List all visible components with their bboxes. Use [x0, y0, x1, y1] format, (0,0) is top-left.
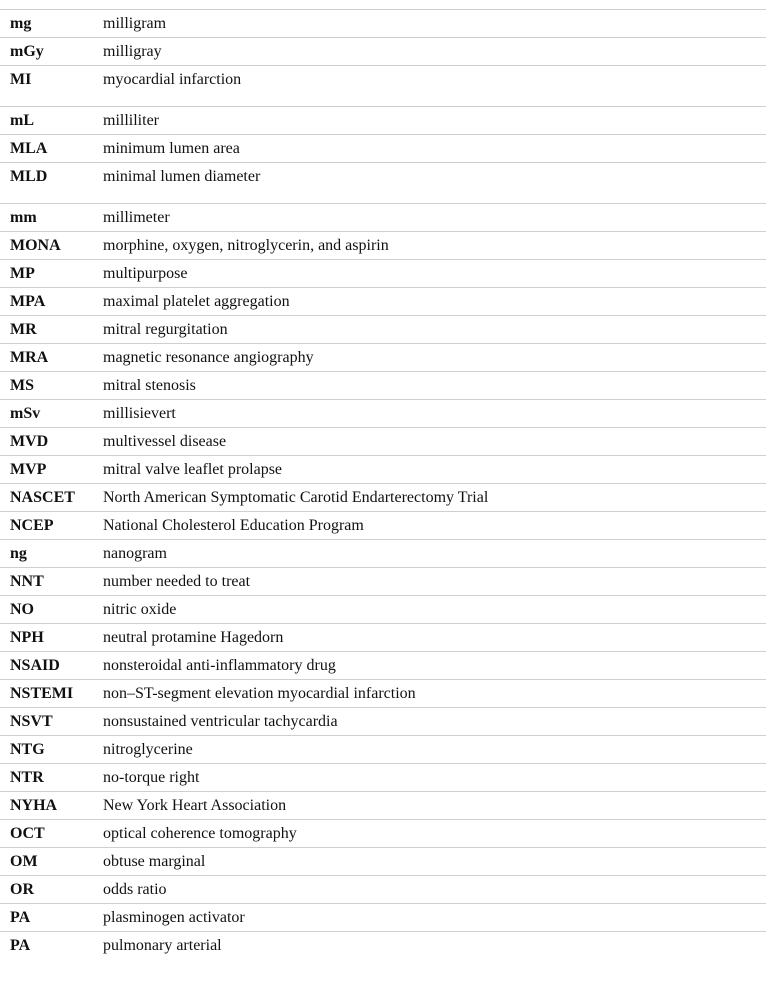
abbreviation: MPA — [10, 293, 46, 310]
abbreviation: NSTEMI — [10, 685, 74, 702]
abbreviation: OM — [10, 853, 38, 870]
abbreviation: MLA — [10, 140, 48, 157]
definition: milligram — [103, 15, 167, 32]
table-row — [0, 791, 766, 819]
definition: milligray — [103, 43, 162, 60]
table-row — [0, 106, 766, 134]
abbreviation: MVD — [10, 433, 49, 450]
abbreviation: mSv — [10, 405, 41, 422]
definition: nitric oxide — [103, 601, 177, 618]
abbreviation: NSAID — [10, 657, 60, 674]
definition: non–ST-segment elevation myocardial infarction — [103, 685, 416, 702]
table-row — [0, 903, 766, 931]
table-row — [0, 37, 766, 65]
definition: odds ratio — [103, 881, 167, 898]
definition: multipurpose — [103, 265, 188, 282]
abbreviations-table — [0, 9, 766, 959]
table-row — [0, 371, 766, 399]
table-row — [0, 9, 766, 37]
table-row — [0, 931, 766, 959]
table-row — [0, 735, 766, 763]
table-row — [0, 595, 766, 623]
abbreviation: PA — [10, 937, 31, 954]
definition: maximal platelet aggregation — [103, 293, 290, 310]
table-row — [0, 455, 766, 483]
abbreviation: NNT — [10, 573, 44, 590]
abbreviation: MS — [10, 377, 34, 394]
definition: no-torque right — [103, 769, 200, 786]
definition: plasminogen activator — [103, 909, 245, 926]
abbreviation: MRA — [10, 349, 49, 366]
abbreviation: mm — [10, 209, 37, 226]
abbreviation: NTR — [10, 769, 44, 786]
abbreviation: NASCET — [10, 489, 75, 506]
table-row — [0, 483, 766, 511]
definition: millimeter — [103, 209, 170, 226]
abbreviation: mGy — [10, 43, 44, 60]
table-row — [0, 134, 766, 162]
definition: National Cholesterol Education Program — [103, 517, 364, 534]
table-row — [0, 315, 766, 343]
table-row — [0, 287, 766, 315]
table-row — [0, 427, 766, 455]
definition: multivessel disease — [103, 433, 227, 450]
definition: morphine, oxygen, nitroglycerin, and aspirin — [103, 237, 389, 254]
definition: nonsustained ventricular tachycardia — [103, 713, 338, 730]
definition: New York Heart Association — [103, 797, 287, 814]
definition: magnetic resonance angiography — [103, 349, 314, 366]
table-row — [0, 259, 766, 287]
table-row — [0, 399, 766, 427]
definition: nitroglycerine — [103, 741, 193, 758]
definition: neutral protamine Hagedorn — [103, 629, 284, 646]
definition: millisievert — [103, 405, 176, 422]
definition: obtuse marginal — [103, 853, 206, 870]
definition: minimal lumen diameter — [103, 168, 261, 185]
definition: mitral stenosis — [103, 377, 196, 394]
abbreviation: mg — [10, 15, 32, 32]
abbreviation: mL — [10, 112, 34, 129]
abbreviation: MP — [10, 265, 35, 282]
definition: mitral regurgitation — [103, 321, 228, 338]
abbreviation: NTG — [10, 741, 45, 758]
definition: nonsteroidal anti-inflammatory drug — [103, 657, 336, 674]
table-row — [0, 651, 766, 679]
definition: minimum lumen area — [103, 140, 240, 157]
abbreviation: OCT — [10, 825, 45, 842]
table-row — [0, 763, 766, 791]
abbreviation: MONA — [10, 237, 61, 254]
abbreviation: NO — [10, 601, 34, 618]
definition: myocardial infarction — [103, 71, 242, 88]
abbreviation: ng — [10, 545, 27, 562]
abbreviation: MVP — [10, 461, 47, 478]
abbreviation: MR — [10, 321, 37, 338]
abbreviation: NPH — [10, 629, 44, 646]
table-row — [0, 623, 766, 651]
definition: pulmonary arterial — [103, 937, 222, 954]
table-row — [0, 65, 766, 106]
definition: nanogram — [103, 545, 167, 562]
abbreviation: MLD — [10, 168, 48, 185]
table-row — [0, 511, 766, 539]
table-row — [0, 875, 766, 903]
table-row — [0, 162, 766, 203]
table-row — [0, 847, 766, 875]
abbreviation: NSVT — [10, 713, 53, 730]
table-row — [0, 707, 766, 735]
table-row — [0, 343, 766, 371]
table-row — [0, 567, 766, 595]
abbreviation: MI — [10, 71, 32, 88]
definition: milliliter — [103, 112, 159, 129]
definition: number needed to treat — [103, 573, 251, 590]
table-row — [0, 819, 766, 847]
abbreviation: PA — [10, 909, 31, 926]
abbreviation: NCEP — [10, 517, 54, 534]
table-row — [0, 679, 766, 707]
abbreviation: OR — [10, 881, 34, 898]
table-row — [0, 231, 766, 259]
table-row — [0, 539, 766, 567]
definition: mitral valve leaflet prolapse — [103, 461, 283, 478]
definition: North American Symptomatic Carotid Endarterectomy Trial — [103, 489, 489, 506]
definition: optical coherence tomography — [103, 825, 297, 842]
table-row — [0, 203, 766, 231]
abbreviation: NYHA — [10, 797, 58, 814]
